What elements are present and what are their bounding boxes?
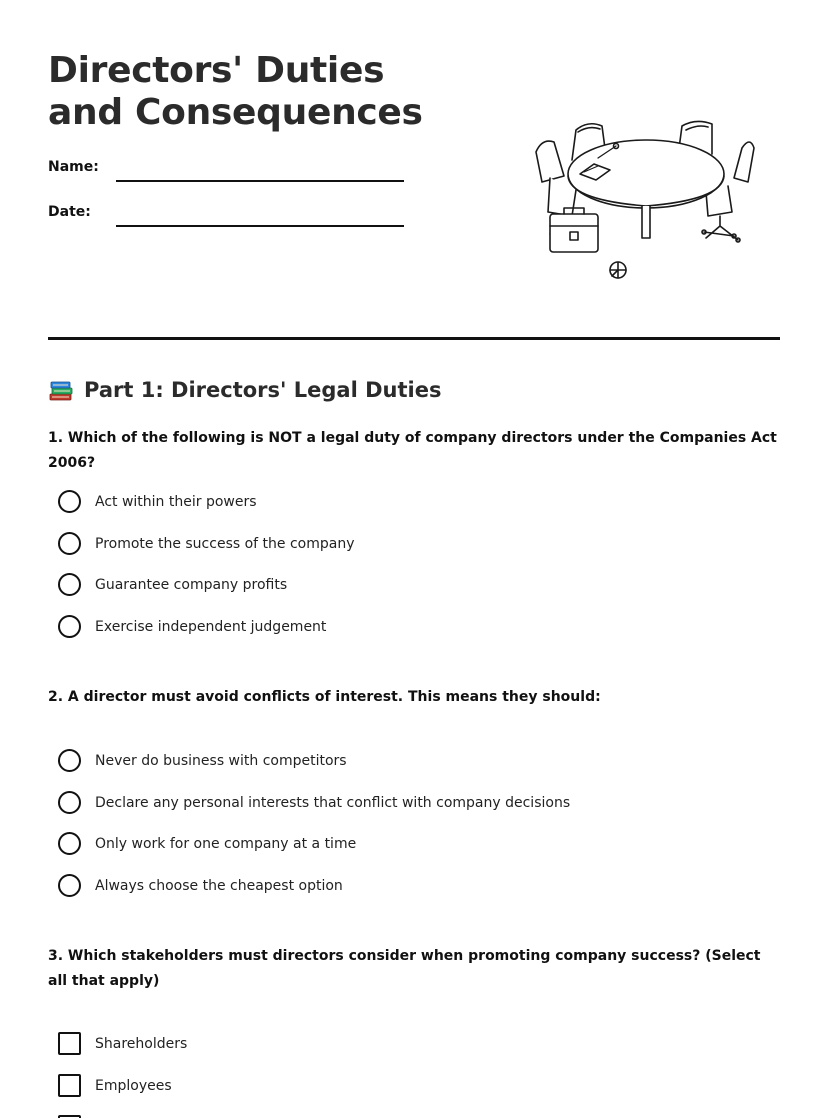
page-title: Directors' Duties and Consequences <box>48 50 423 133</box>
option-label: Never do business with competitors <box>95 753 347 769</box>
radio-button[interactable] <box>58 490 81 513</box>
option-label: Exercise independent judgement <box>95 618 327 635</box>
name-label: Name: <box>48 159 99 175</box>
radio-button[interactable] <box>58 749 81 772</box>
option-label: Promote the success of the company <box>95 535 355 552</box>
option-label: Guarantee company profits <box>95 577 288 593</box>
option-label: Shareholders <box>95 1036 188 1052</box>
radio-button[interactable] <box>58 832 81 855</box>
date-line[interactable] <box>116 225 404 227</box>
part1-heading-text: Part 1: Directors' Legal Duties <box>84 378 442 402</box>
question-2-options <box>58 749 758 915</box>
question-3-options <box>58 1032 758 1118</box>
name-field <box>48 158 408 182</box>
question-1-options <box>58 490 758 656</box>
date-label: Date: <box>48 204 91 220</box>
question-2-option-1[interactable] <box>58 749 758 791</box>
question-2-option-4[interactable] <box>58 874 758 916</box>
name-line[interactable] <box>116 180 404 182</box>
radio-button[interactable] <box>58 532 81 555</box>
option-label: Employees <box>95 1077 172 1094</box>
question-3: 3. Which stakeholders must directors consider when promoting company success? (Select all that apply) <box>48 948 761 989</box>
question-2-option-2[interactable] <box>58 791 758 833</box>
option-label: Only work for one company at a time <box>95 836 357 852</box>
date-field <box>48 203 408 227</box>
question-1-option-1[interactable] <box>58 490 758 532</box>
option-label: Declare any personal interests that conflict with company decisions <box>95 794 571 811</box>
radio-button[interactable] <box>58 615 81 638</box>
books-icon <box>48 377 74 403</box>
radio-button[interactable] <box>58 874 81 897</box>
option-label: Act within their powers <box>95 494 257 510</box>
radio-button[interactable] <box>58 573 81 596</box>
part1-heading <box>48 375 441 405</box>
question-3-option-1[interactable] <box>58 1032 758 1074</box>
checkbox[interactable] <box>58 1032 81 1055</box>
question-2-option-3[interactable] <box>58 832 758 874</box>
boardroom-table-illustration <box>528 112 764 284</box>
checkbox[interactable] <box>58 1074 81 1097</box>
question-3-option-2[interactable] <box>58 1074 758 1116</box>
question-2: 2. A director must avoid conflicts of interest. This means they should: <box>48 689 601 705</box>
header-divider <box>48 337 780 340</box>
question-1-option-3[interactable] <box>58 573 758 615</box>
radio-button[interactable] <box>58 791 81 814</box>
option-label: Always choose the cheapest option <box>95 877 343 894</box>
question-1-option-4[interactable] <box>58 615 758 657</box>
question-1: 1. Which of the following is NOT a legal duty of company directors under the Companies Act 2006? <box>48 430 777 471</box>
question-1-option-2[interactable] <box>58 532 758 574</box>
